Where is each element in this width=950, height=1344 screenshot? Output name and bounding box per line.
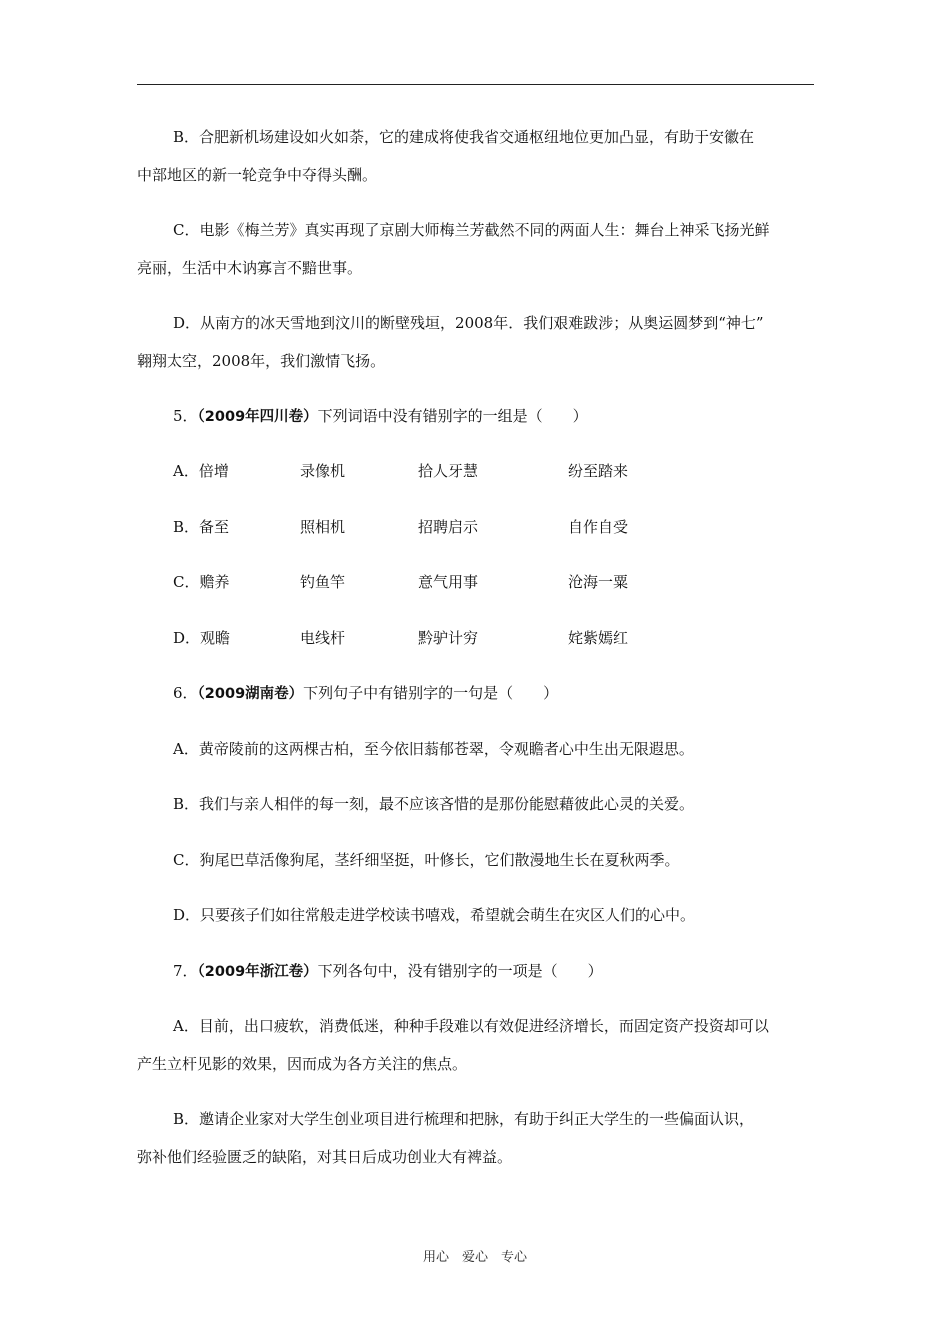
option-c-line1: C．电影《梅兰芳》真实再现了京剧大师梅兰芳截然不同的两面人生：舞台上神采飞扬光鲜 (173, 221, 770, 239)
q5-option-d-word1: D．观瞻 (173, 629, 231, 647)
option-b-line1: B．合肥新机场建设如火如荼，它的建成将使我省交通枢纽地位更加凸显，有助于安徽在 (173, 128, 755, 146)
question-5-source: （2009年四川卷） (197, 409, 318, 425)
question-5-text: 下列词语中没有错别字的一组是（ ） (317, 407, 588, 425)
q5-option-d-word2: 电线杆 (300, 629, 346, 647)
q5-option-b-word4: 自作自受 (568, 518, 629, 536)
q5-option-a-word1: A．倍增 (173, 462, 229, 480)
q7-option-b-line2: 弥补他们经验匮乏的缺陷，对其日后成功创业大有裨益。 (137, 1148, 513, 1166)
q7-option-a-line1: A．目前，出口疲软，消费低迷，种种手段难以有效促进经济增长，而固定资产投资却可以 (173, 1017, 769, 1035)
q6-option-c: C．狗尾巴草活像狗尾，茎纤细坚挺，叶修长，它们散漫地生长在夏秋两季。 (173, 851, 680, 869)
q5-option-b-word1: B．备至 (173, 518, 230, 536)
question-6-stem (173, 678, 558, 709)
q7-option-a-line2: 产生立杆见影的效果，因而成为各方关注的焦点。 (137, 1055, 468, 1073)
question-5-number: 5． (173, 407, 198, 425)
q6-option-b: B．我们与亲人相伴的每一刻，最不应该吝惜的是那份能慰藉彼此心灵的关爱。 (173, 795, 695, 813)
q5-option-a-word2: 录像机 (300, 462, 346, 480)
question-5-stem (173, 401, 588, 432)
header-rule (137, 84, 814, 85)
option-d-line2: 翱翔太空，2008年，我们激情飞扬。 (137, 352, 386, 370)
q5-option-b-word3: 招聘启示 (418, 518, 479, 536)
q5-option-a-word3: 拾人牙慧 (418, 462, 479, 480)
question-7-stem (173, 956, 603, 987)
q5-option-d-word4: 姹紫嫣红 (568, 629, 629, 647)
q6-option-d: D．只要孩子们如往常般走进学校读书嘻戏，希望就会萌生在灾区人们的心中。 (173, 906, 696, 924)
option-c-line2: 亮丽，生活中木讷寡言不黯世事。 (137, 259, 363, 277)
q5-option-c-word1: C．赡养 (173, 573, 230, 591)
q5-option-d-word3: 黔驴计穷 (418, 629, 479, 647)
q5-option-c-word4: 沧海一粟 (568, 573, 629, 591)
q5-option-a-word4: 纷至踏来 (568, 462, 629, 480)
question-7-number: 7． (173, 962, 198, 980)
question-7-source: （2009年浙江卷） (197, 964, 318, 980)
q5-option-c-word3: 意气用事 (418, 573, 479, 591)
q6-option-a: A．黄帝陵前的这两棵古柏，至今依旧蓊郁苍翠，令观瞻者心中生出无限遐思。 (173, 740, 694, 758)
q7-option-b-line1: B．邀请企业家对大学生创业项目进行梳理和把脉，有助于纠正大学生的一些偏面认识， (173, 1110, 755, 1128)
question-7-text: 下列各句中，没有错别字的一项是（ ） (317, 962, 603, 980)
page-footer: 用心 爱心 专心 (422, 1250, 527, 1265)
question-6-source: （2009湖南卷） (197, 686, 304, 702)
question-6-number: 6． (173, 684, 198, 702)
option-d-line1: D．从南方的冰天雪地到汶川的断壁残垣，2008年．我们艰难跋涉；从奥运圆梦到“神七” (173, 314, 764, 332)
q5-option-c-word2: 钓鱼竿 (300, 573, 346, 591)
q5-option-b-word2: 照相机 (300, 518, 346, 536)
question-6-text: 下列句子中有错别字的一句是（ ） (303, 684, 559, 702)
option-b-line2: 中部地区的新一轮竞争中夺得头酬。 (137, 166, 378, 184)
